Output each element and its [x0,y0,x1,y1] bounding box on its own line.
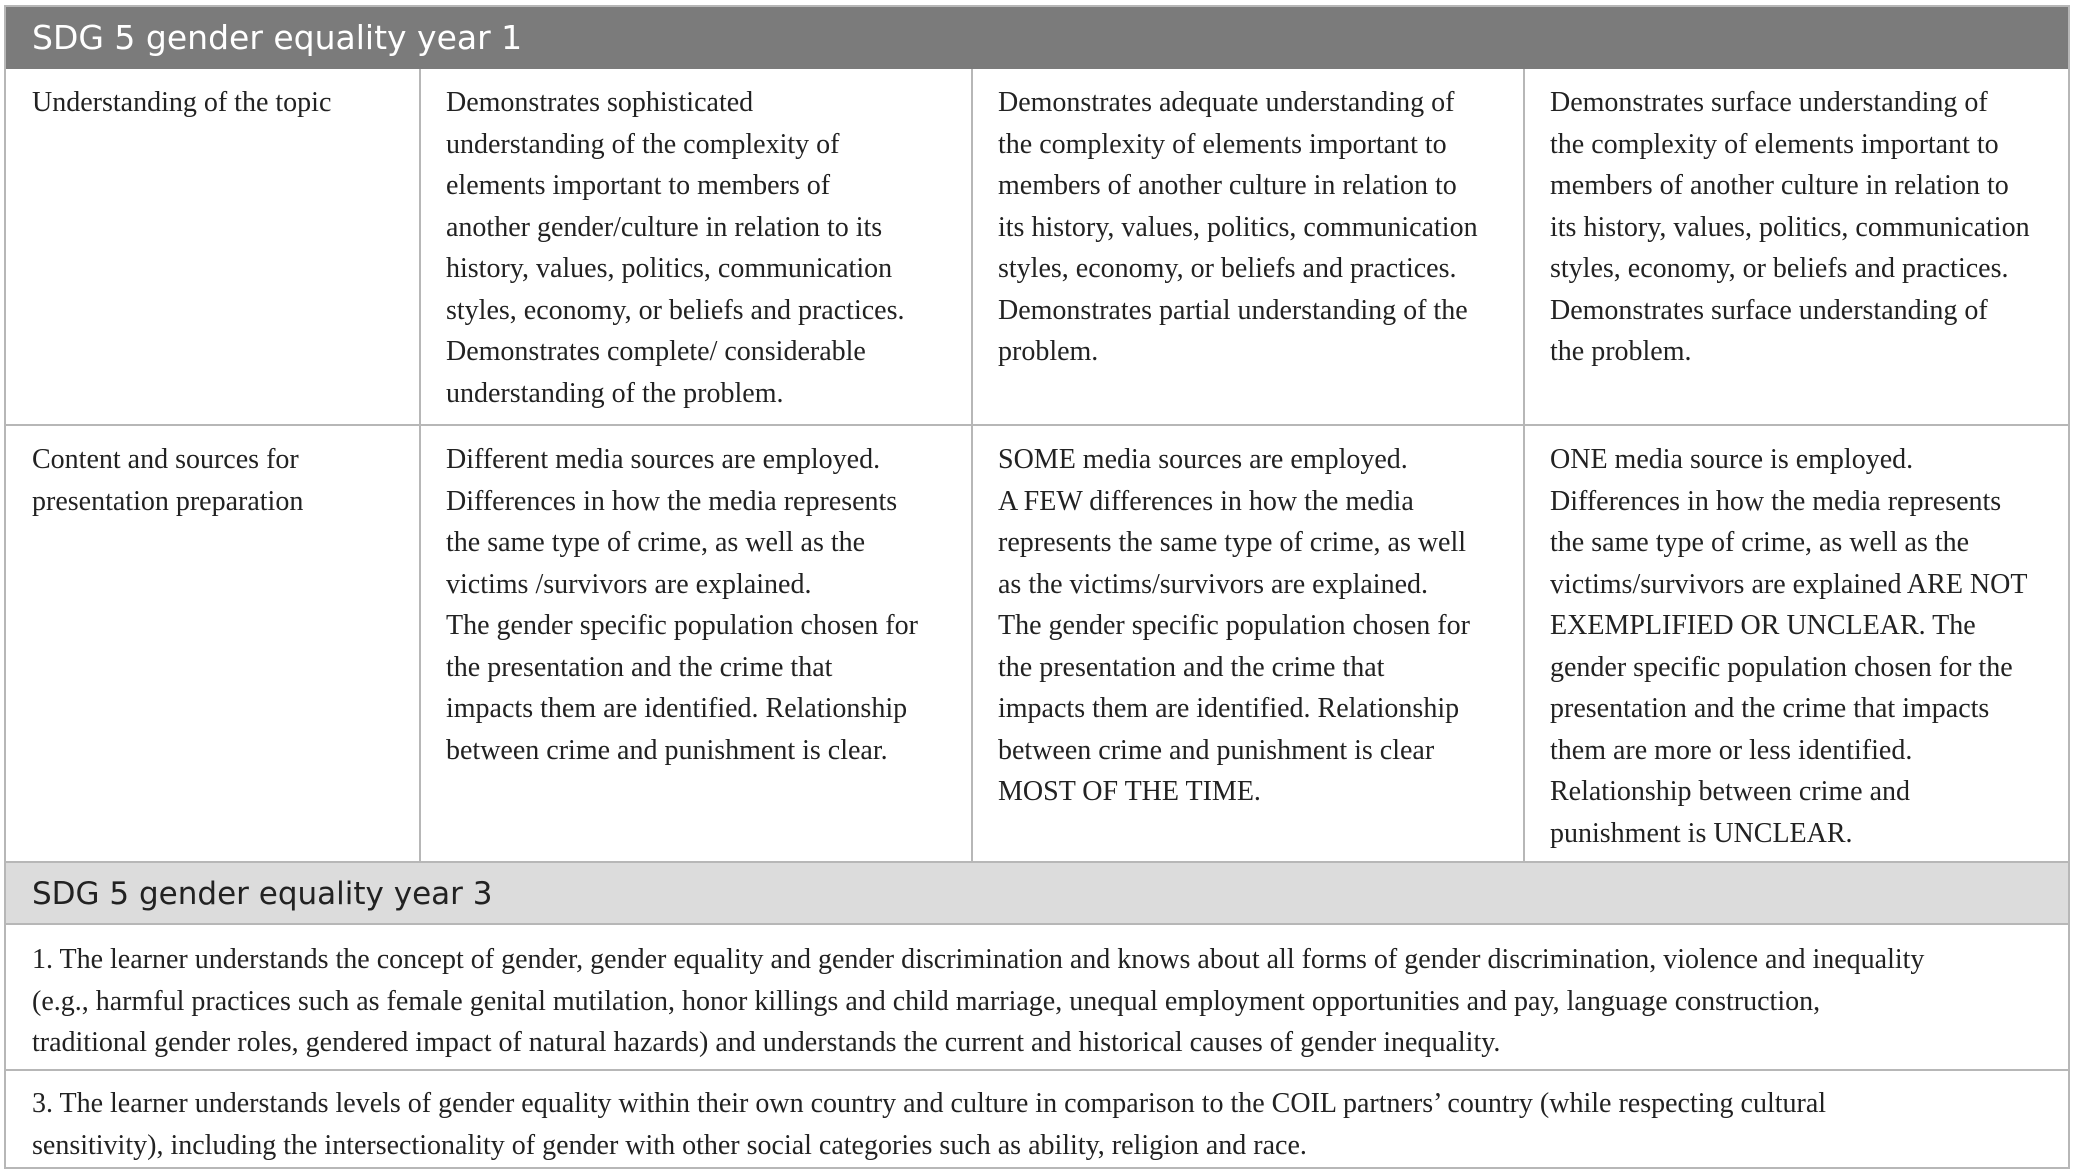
row-2-criterion [6,426,420,862]
section-3-header: SDG 5 gender equality year 3 [6,863,2068,925]
row-2-level-2-text: SOME media sources are employed. A FEW differences in how the media represents the same type of crime, as well as the victims/survivors are explained. The gender specific population chosen for the presentation and the crime that impacts them are identified. Relationship between crime and punishment is clear MOST OF THE TIME. [998,444,1470,807]
section-1-header: SDG 5 gender equality year 1 [6,7,2068,69]
outcome-1: 1. The learner understands the concept of gender, gender equality and gender discrimination and knows about all forms of gender discrimination, violence and inequality (e.g., harmful practices such as female genital mutilation, honor killings and child marriage, unequal employment opportunities and pay, language construction, traditional gender roles, gendered impact of natural hazards) and understands the current and historical causes of gender inequality. [32,944,1925,1058]
column-divider [1523,69,1525,862]
row-1-criterion-text: Understanding of the topic [32,87,332,118]
rubric-table [4,5,2070,1169]
row-1-level-3 [1524,69,2068,425]
row-1-level-2-text: Demonstrates adequate understanding of the complexity of elements important to members of another culture in relation to its history, values, politics, communication styles, economy, or beliefs and practices. Demonstrates partial understanding of the problem. [998,87,1478,367]
outcome-3: 3. The learner understands levels of gender equality within their own country and culture in comparison to the COIL partners’ country (while respecting cultural sensitivity), including the intersectionality of gender with other social categories such as ability, religion and race. [32,1088,1827,1161]
row-2-level-3 [1524,426,2068,862]
row-1-criterion [6,69,420,425]
row-2-level-1 [420,426,972,862]
row-1-level-1-text: Demonstrates sophisticated understanding of the complexity of elements important to members of another gender/culture in relation to its history, values, politics, communication styles, economy, or beliefs and practices. Demonstrates complete/ considerable understanding of the problem. [446,87,905,409]
column-divider [971,69,973,862]
row-2-criterion-text: Content and sources for presentation preparation [32,444,304,517]
row-2-level-1-text: Different media sources are employed. Differences in how the media represents the same type of crime, as well as the victims /survivors are explained. The gender specific population chosen for the presentation and the crime that impacts them are identified. Relationship between crime and punishment is clear. [446,444,918,766]
column-divider [419,69,421,862]
row-1-level-2 [972,69,1524,425]
row-2-level-2 [972,426,1524,862]
row-2-level-3-text: ONE media source is employed. Differences in how the media represents the same type of crime, as well as the victims/survivors are explained ARE NOT EXEMPLIFIED OR UNCLEAR. The gender specific population chosen for the presentation and the crime that impacts them are more or less identified. Relationship between crime and punishment is UNCLEAR. [1550,444,2028,849]
row-1-level-3-text: Demonstrates surface understanding of the complexity of elements important to members of another culture in relation to its history, values, politics, communication styles, economy, or beliefs and practices. Demonstrates surface understanding of the problem. [1550,87,2030,367]
row-1-level-1 [420,69,972,425]
